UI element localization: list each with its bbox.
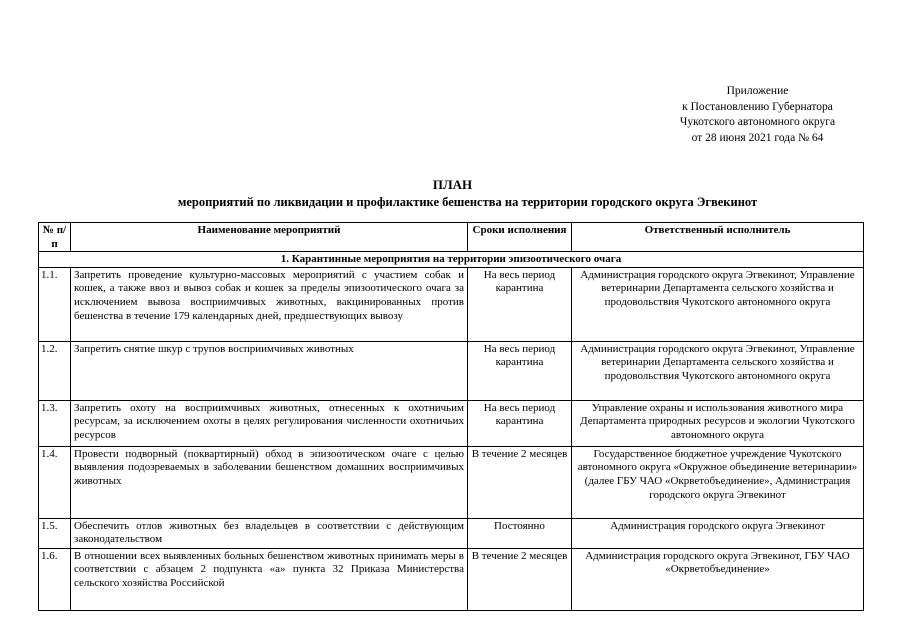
appendix-line-1: Приложение xyxy=(726,85,789,97)
row-number: 1.5. xyxy=(39,518,71,548)
row-responsible: Государственное бюджетное учреждение Чукотского автономного округа «Окружное объединение ветеринарии» (далее ГБУ ЧАО «Окрветобъединение», Администрация городского округа Эгвекинот xyxy=(572,446,864,518)
row-activity: Запретить проведение культурно-массовых мероприятий с участием собак и кошек, а также ввоз и вывоз собак и кошек за пределы эпизоотического очага за исключением вывоза восприимчивых животных, вакцинированных против бешенства в течение 179 календарных дней, предшествующих вывозу xyxy=(71,267,468,341)
header-name: Наименование мероприятий xyxy=(71,223,468,252)
section-row xyxy=(39,252,864,268)
appendix-block xyxy=(640,84,875,146)
header-term: Сроки исполнения xyxy=(468,223,572,252)
section-title: 1. Карантинные мероприятия на территории эпизоотического очага xyxy=(39,252,864,268)
row-activity: Обеспечить отлов животных без владельцев в соответствии с действующим законодательством xyxy=(71,518,468,548)
table-row xyxy=(39,267,864,341)
table-row xyxy=(39,400,864,446)
row-term: Постоянно xyxy=(468,518,572,548)
row-activity: Провести подворный (поквартирный) обход в эпизоотическом очаге с целью выявления подозреваемых в заболевании бешенством домашних восприимчивых животных xyxy=(71,446,468,518)
row-term: На весь период карантина xyxy=(468,400,572,446)
row-responsible: Управление охраны и использования животного мира Департамента природных ресурсов и экологии Чукотского автономного округа xyxy=(572,400,864,446)
row-number: 1.2. xyxy=(39,341,71,400)
table-row xyxy=(39,446,864,518)
row-number: 1.4. xyxy=(39,446,71,518)
row-responsible: Администрация городского округа Эгвекинот xyxy=(572,518,864,548)
row-number: 1.1. xyxy=(39,267,71,341)
header-num: № п/п xyxy=(39,223,71,252)
appendix-line-4: от 28 июня 2021 года № 64 xyxy=(691,131,824,144)
row-activity: Запретить охоту на восприимчивых животных, отнесенных к охотничьим ресурсам, за исключением охоты в целях регулирования численности охотничьих ресурсов xyxy=(71,400,468,446)
row-number: 1.6. xyxy=(39,548,71,610)
document-title: ПЛАН xyxy=(432,177,473,192)
row-number: 1.3. xyxy=(39,400,71,446)
document-subtitle: мероприятий по ликвидации и профилактике бешенства на территории городского округа Эгвекинот xyxy=(177,195,758,209)
row-responsible: Администрация городского округа Эгвекинот, ГБУ ЧАО «Окрветобъединение» xyxy=(572,548,864,610)
table-header-row xyxy=(39,223,864,252)
row-activity: Запретить снятие шкур с трупов восприимчивых животных xyxy=(71,341,468,400)
row-term: В течение 2 месяцев xyxy=(468,548,572,610)
plan-table xyxy=(38,222,864,611)
row-responsible: Администрация городского округа Эгвекинот, Управление ветеринарии Департамента сельского хозяйства и продовольствия Чукотского автономного округа xyxy=(572,267,864,341)
row-term: На весь период карантина xyxy=(468,341,572,400)
row-activity: В отношении всех выявленных больных бешенством животных принимать меры в соответствии с абзацем 2 подпункта «а» пункта 32 Приказа Министерства сельского хозяйства Российской xyxy=(71,548,468,610)
table-row xyxy=(39,548,864,610)
row-term: В течение 2 месяцев xyxy=(468,446,572,518)
table-row xyxy=(39,518,864,548)
appendix-line-3: Чукотского автономного округа xyxy=(679,116,836,128)
table-row xyxy=(39,341,864,400)
header-responsible: Ответственный исполнитель xyxy=(572,223,864,252)
row-responsible: Администрация городского округа Эгвекинот, Управление ветеринарии Департамента сельского хозяйства и продовольствия Чукотского автономного округа xyxy=(572,341,864,400)
row-term: На весь период карантина xyxy=(468,267,572,341)
appendix-line-2: к Постановлению Губернатора xyxy=(682,100,833,113)
